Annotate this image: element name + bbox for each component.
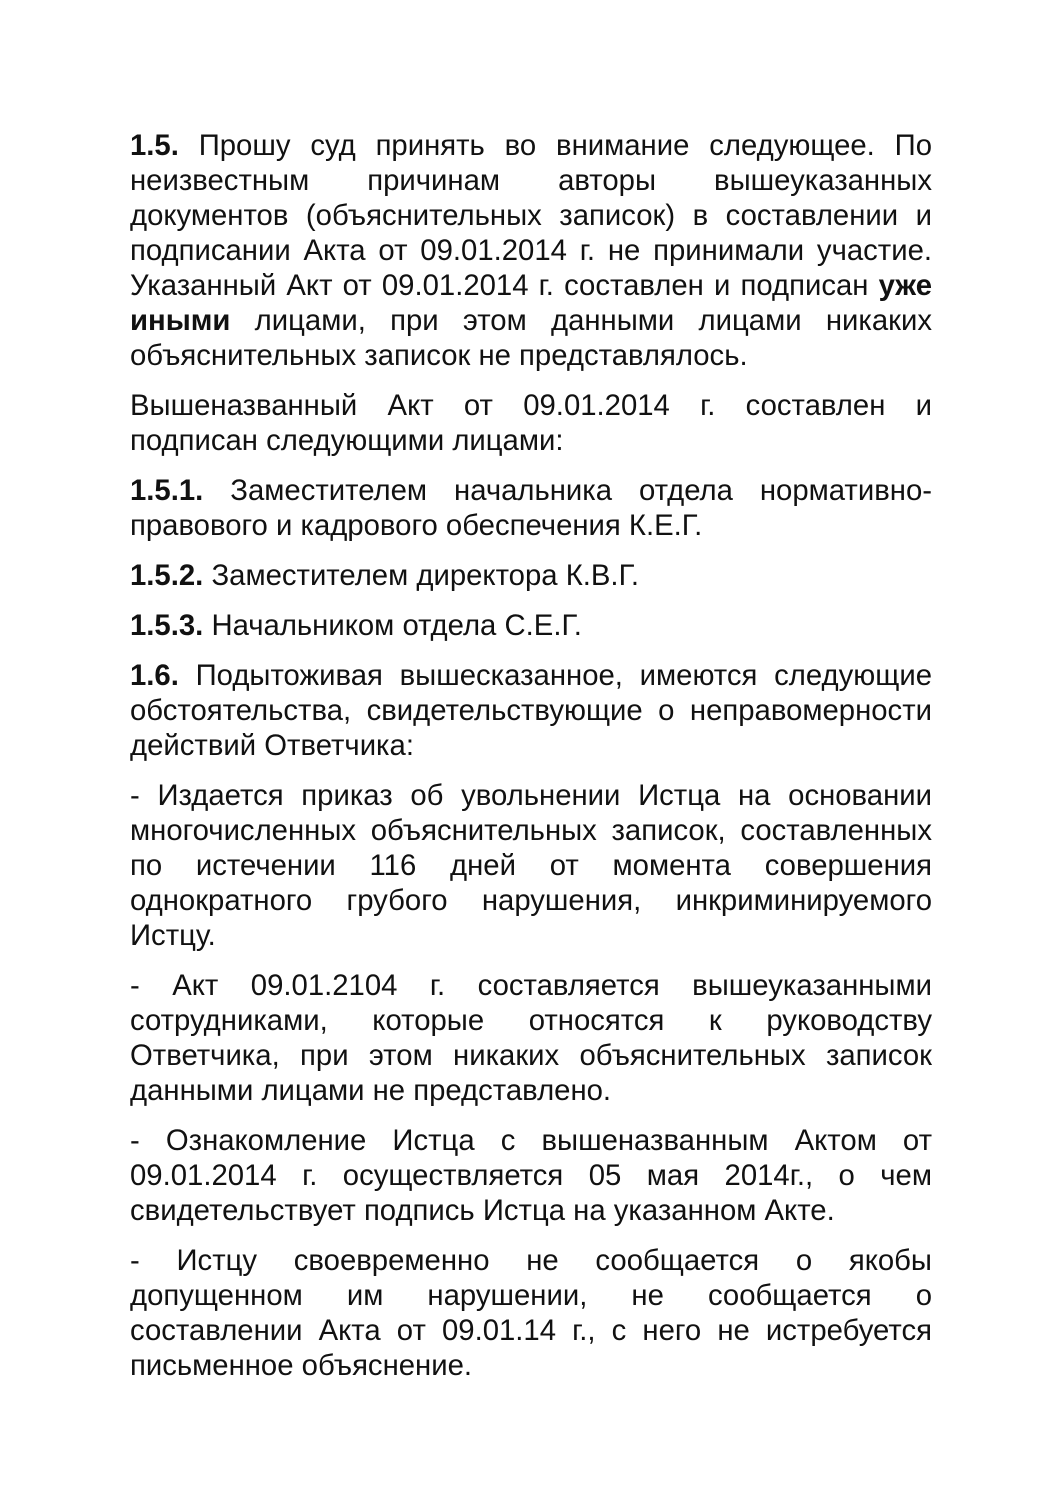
paragraph-number: 1.5.3. — [130, 609, 204, 642]
document-page — [130, 128, 932, 1398]
paragraph-number: 1.5.1. — [130, 474, 204, 507]
paragraph-text: Прошу суд принять во внимание следующее. По неизвестным причинам авторы вышеуказанных документов (объяснительных записок) в составлении и подписании Акта от 09.01.2014 г. не принимали участие. Указанный Акт от 09.01.2014 г. составлен и подписан — [130, 129, 932, 302]
paragraph-text: Вышеназванный Акт от 09.01.2014 г. составлен и подписан следующими лицами: — [130, 389, 932, 457]
list-item-act-compiled — [130, 968, 932, 1108]
list-item-dismissal-order — [130, 778, 932, 953]
list-item-not-informed — [130, 1243, 932, 1383]
paragraph-1-5-2 — [130, 558, 932, 593]
paragraph-text: - Истцу своевременно не сообщается о якобы допущенном им нарушении, не сообщается о составлении Акта от 09.01.14 г., с него не истребуется письменное объяснение. — [130, 1244, 932, 1382]
paragraph-text: Заместителем директора К.В.Г. — [203, 559, 640, 592]
paragraph-number: 1.5.2. — [130, 559, 204, 592]
paragraph-text: - Издается приказ об увольнении Истца на основании многочисленных объяснительных записок, составленных по истечении 116 дней от момента совершения однократного грубого нарушения, инкриминируемого Истцу. — [130, 779, 932, 952]
paragraph-1-5-1 — [130, 473, 932, 543]
paragraph-text: Подытоживая вышесказанное, имеются следующие обстоятельства, свидетельствующие о неправомерности действий Ответчика: — [130, 659, 932, 762]
paragraph-number: 1.5. — [130, 129, 179, 162]
paragraph-1-6 — [130, 658, 932, 763]
paragraph-number: 1.6. — [130, 659, 179, 692]
list-item-act-acquaintance — [130, 1123, 932, 1228]
paragraph-1-5 — [130, 128, 932, 373]
paragraph-text: Заместителем начальника отдела нормативно-правового и кадрового обеспечения К.Е.Г. — [130, 474, 932, 542]
paragraph-text-continued: лицами, при этом данными лицами никаких объяснительных записок не представлялось. — [130, 304, 932, 372]
paragraph-1-5-3 — [130, 608, 932, 643]
paragraph-text: Начальником отдела С.Е.Г. — [203, 609, 582, 642]
paragraph-text: - Ознакомление Истца с вышеназванным Актом от 09.01.2014 г. осуществляется 05 мая 2014г., о чем свидетельствует подпись Истца на указанном Акте. — [130, 1124, 932, 1227]
emphasis-text: уже иными — [130, 269, 932, 337]
paragraph-text: - Акт 09.01.2104 г. составляется вышеуказанными сотрудниками, которые относятся к руководству Ответчика, при этом никаких объяснительных записок данными лицами не представлено. — [130, 969, 932, 1107]
paragraph-signatories-intro — [130, 388, 932, 458]
